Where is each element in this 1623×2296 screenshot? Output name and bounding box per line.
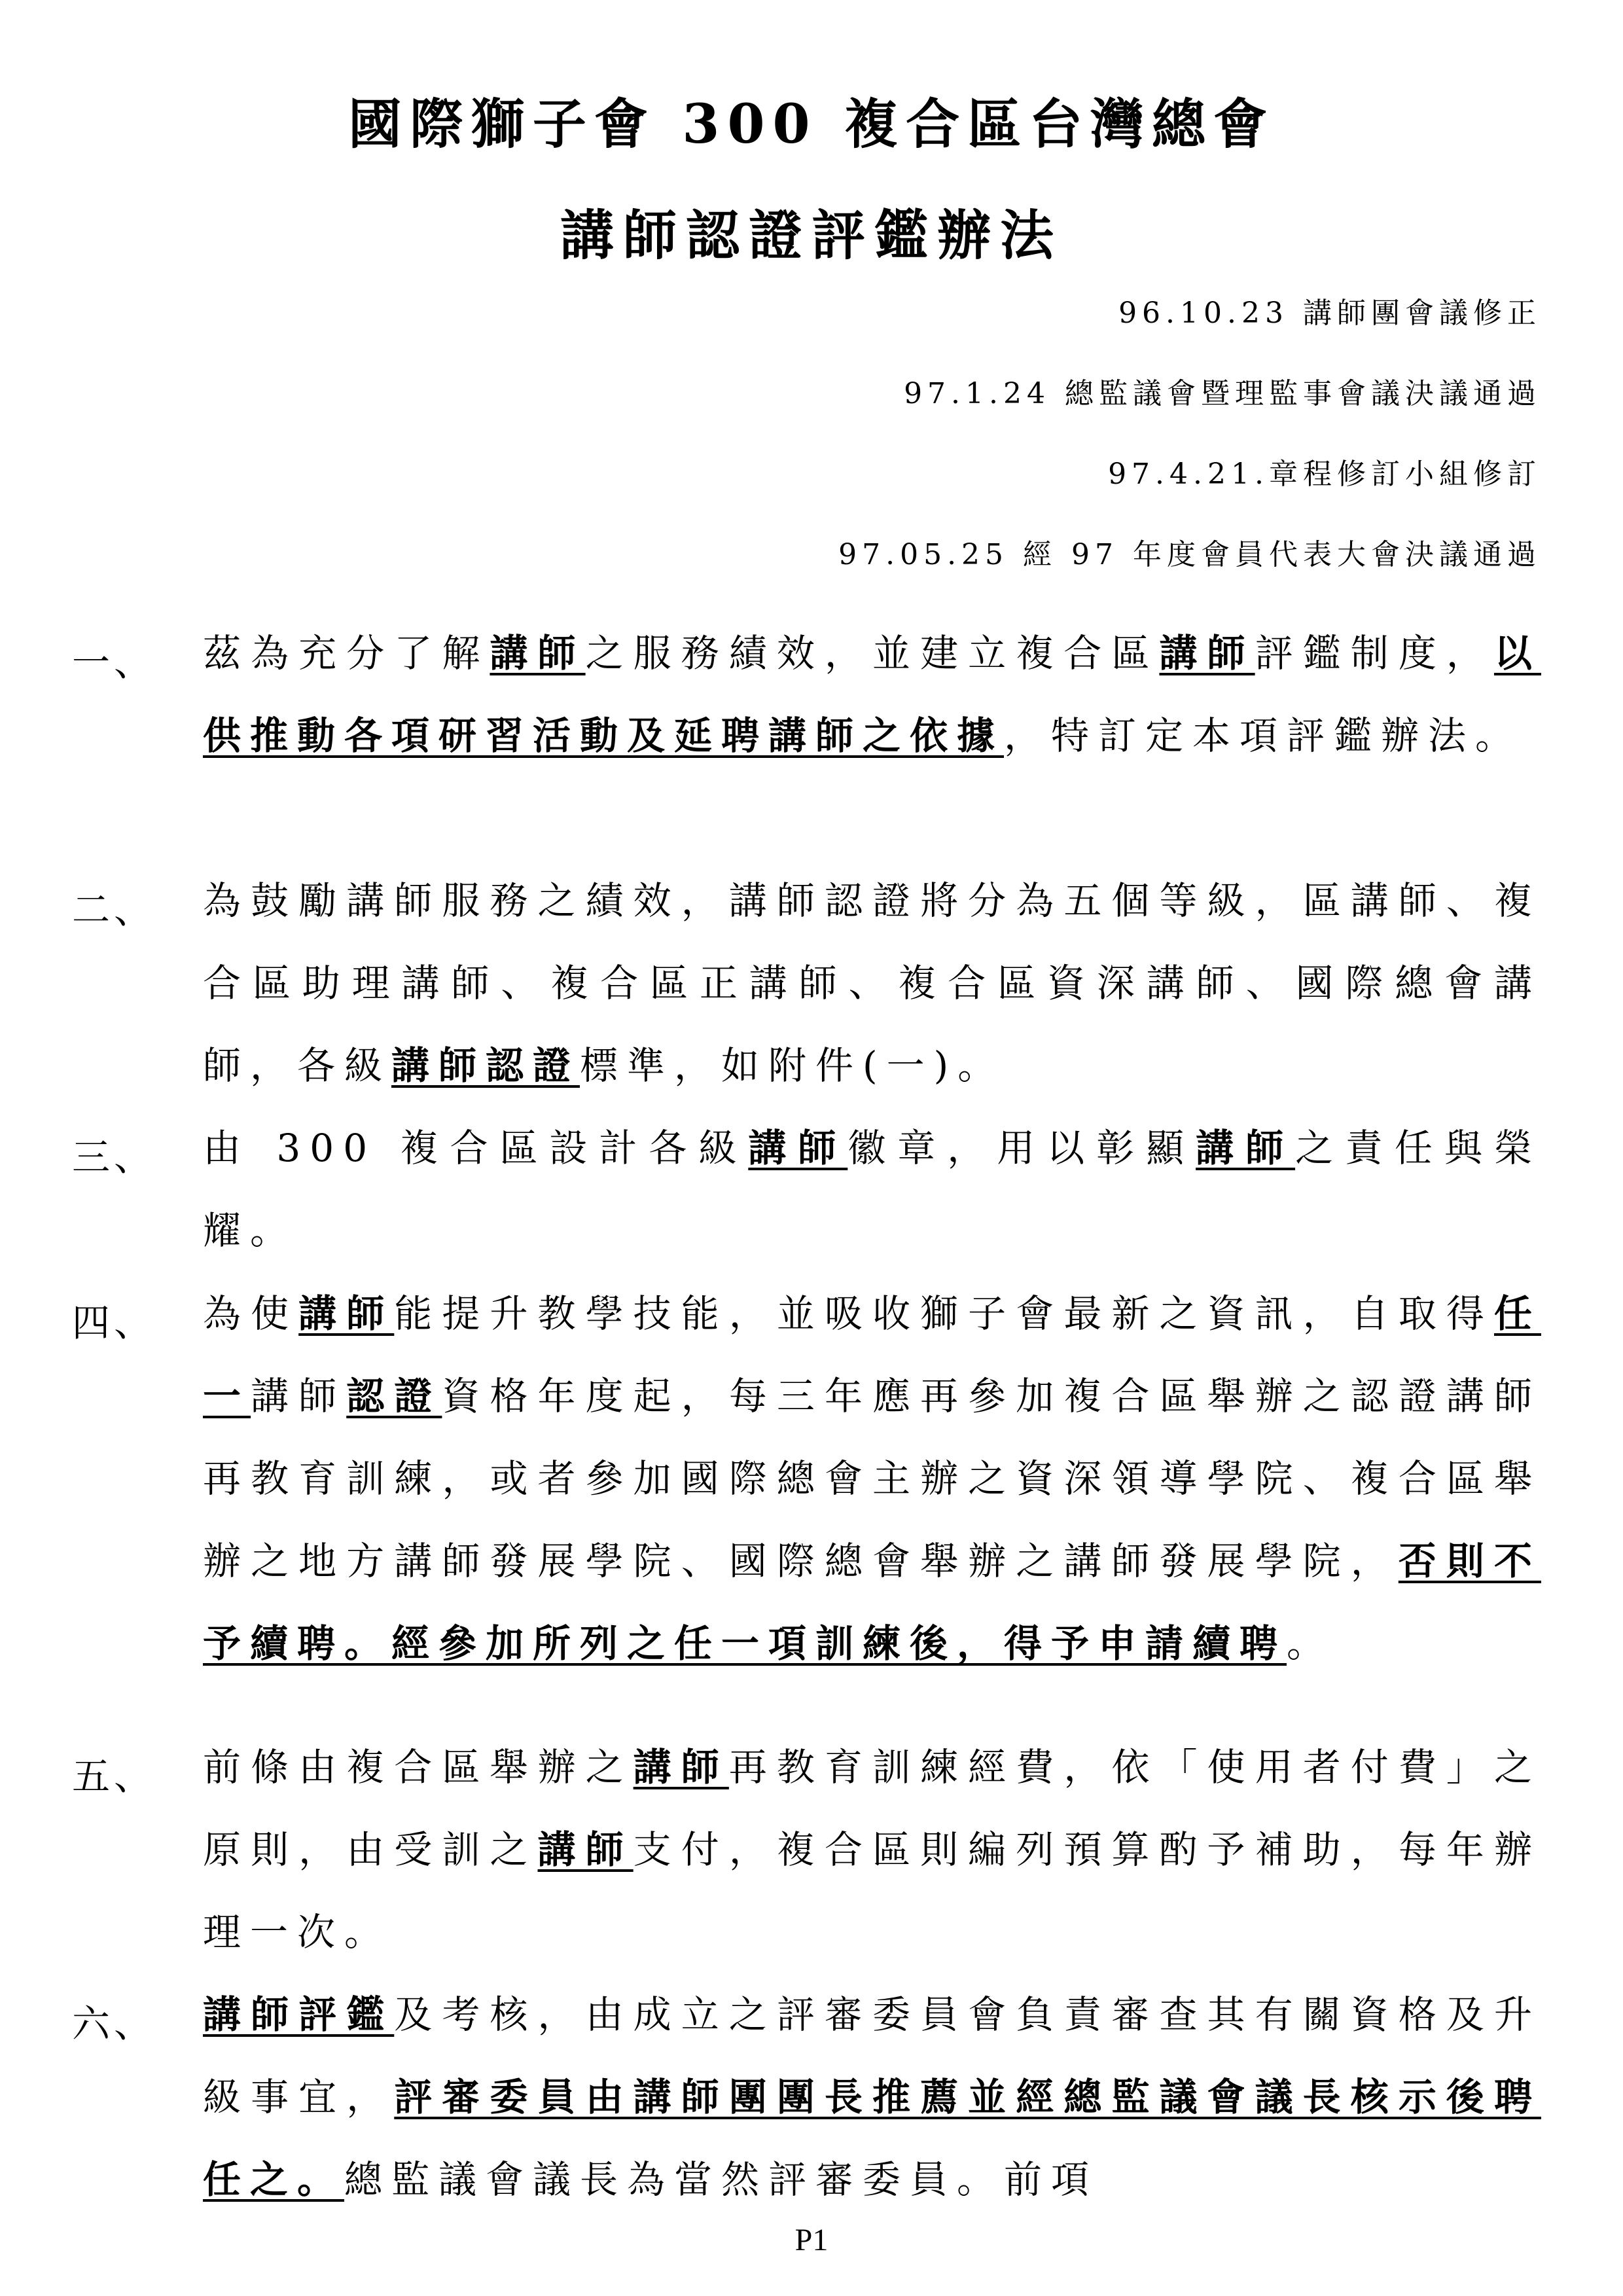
emphasized-text: 講師 [1159,631,1255,675]
text-segment: 及考核，由成立之評審委員會負責審查其有關資格及升級事宜， [203,1992,1541,2119]
revision-note: 96.10.23 講師團會議修正 [1118,296,1541,330]
text-segment: 評鑑制度， [1255,631,1494,675]
page-number: P1 [794,2223,829,2257]
emphasized-text: 以供推動各項研習活動及延聘講師之依據 [203,631,1541,758]
text-segment: 由 300 複合區設計各級 [203,1126,749,1170]
emphasized-text: 講師 [537,1827,633,1872]
emphasized-text: 認證 [346,1374,442,1418]
revision-note: 97.1.24 總監議會暨理監事會議決議通過 [904,377,1541,410]
emphasized-text: 否則不予續聘。經參加所列之任一項訓練後，得予申請續聘 [203,1539,1541,1666]
document-title: 國際獅子會 300 複合區台灣總會 [348,93,1275,156]
text-segment: 為鼓勵講師服務之績效，講師認證將分為五個等級，區講師、複合區助理講師、複合區正講師、複合區資深講師、國際總會講師，各級 [203,878,1541,1088]
text-segment: 資格年度起，每三年應再參加複合區舉辦之認證講師再教育訓練，或者參加國際總會主辦之資深領導學院、複合區舉辦之地方講師發展學院、國際總會舉辦之講師發展學院， [203,1374,1541,1583]
article-number: 二、 [72,888,156,932]
text-segment: 再教育訓練經費，依「使用者付費」之原則，由受訓之 [203,1745,1541,1872]
article-number: 四、 [72,1300,156,1345]
text-segment: ，特訂定本項評鑑辦法。 [1004,713,1523,758]
revision-note: 97.05.25 經 97 年度會員代表大會決議通過 [838,538,1541,571]
emphasized-text: 任一 [203,1291,1541,1418]
article-text [203,1272,1541,1685]
article-number: 一、 [72,640,156,685]
article-text [203,859,1541,1107]
text-segment: 支付，複合區則編列預算酌予補助，每年辦理一次。 [203,1827,1541,1954]
emphasized-text: 評審委員由講師團團長推薦並經總監議會議長核示後聘任之。 [203,2075,1541,2202]
document-subtitle: 講師認證評鑑辦法 [560,204,1063,267]
article-text [203,1973,1541,2221]
text-segment: 茲為充分了解 [203,631,490,675]
emphasized-text: 講師 [490,631,586,675]
article-number: 五、 [72,1754,156,1799]
text-segment: 前條由複合區舉辦之 [203,1745,633,1789]
text-segment: 總監議會議長為當然評審委員。前項 [344,2157,1099,2202]
text-segment: 為使 [203,1291,299,1336]
emphasized-text: 講師 [633,1745,729,1789]
emphasized-text: 講師評鑑 [203,1992,395,2037]
article-text [203,1107,1541,1272]
text-segment: 標準，如附件(一)。 [580,1043,1005,1088]
text-segment: 徽章，用以彰顯 [847,1126,1196,1170]
article-text [203,612,1541,777]
article-number: 六、 [72,2001,156,2046]
text-segment: 之服務績效，並建立複合區 [585,631,1160,675]
text-segment: 之責任與榮耀。 [203,1126,1541,1253]
emphasized-text: 講師 [298,1291,395,1336]
emphasized-text: 講師 [748,1126,848,1170]
text-segment: 講師 [251,1374,347,1418]
article-number: 三、 [72,1135,156,1179]
article-text [203,1726,1541,1973]
emphasized-text: 講師 [1196,1126,1296,1170]
text-segment: 能提升教學技能，並吸收獅子會最新之資訊，自取得 [394,1291,1494,1336]
emphasized-text: 講師認證 [391,1043,580,1088]
text-segment: 。 [1287,1621,1334,1666]
revision-note: 97.4.21.章程修訂小組修訂 [1108,457,1541,491]
